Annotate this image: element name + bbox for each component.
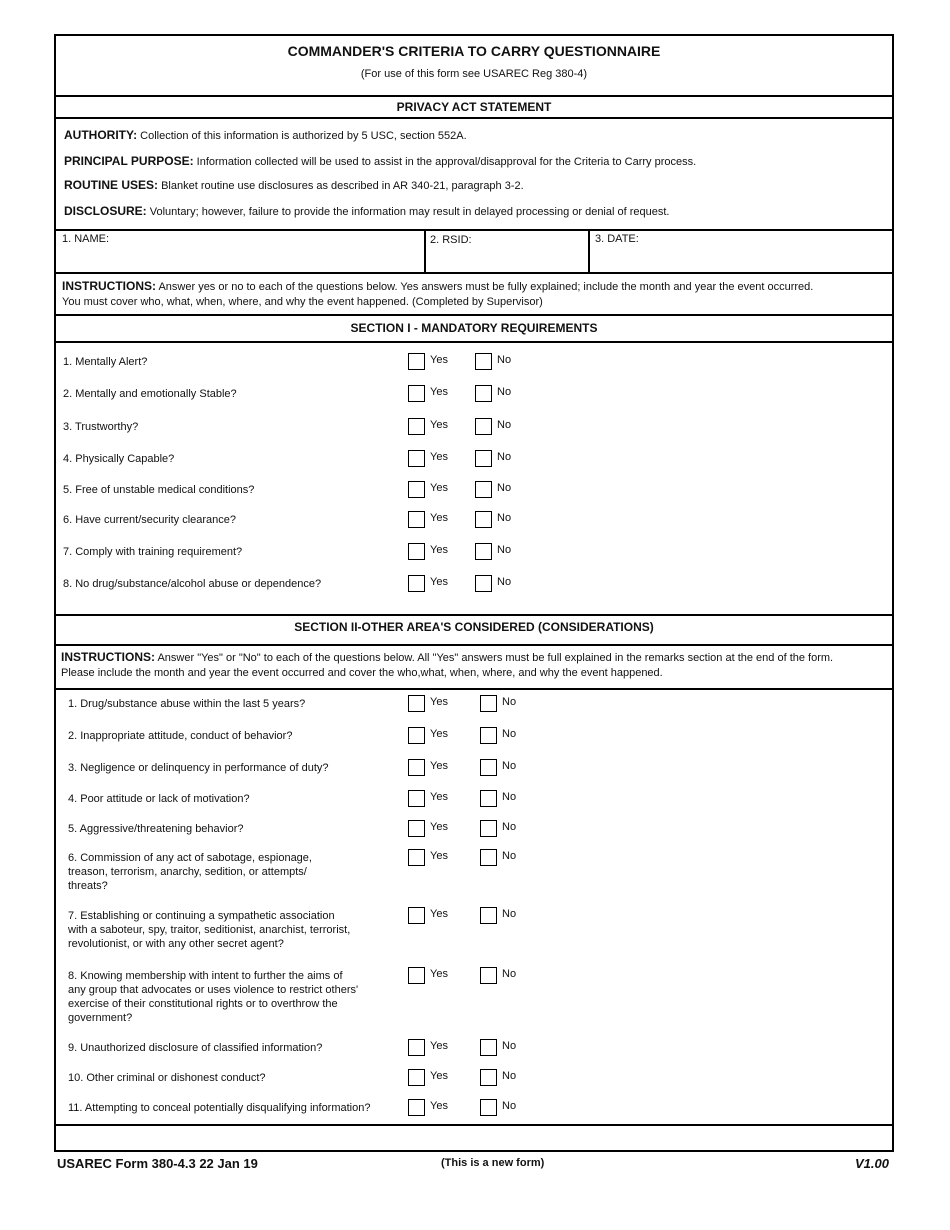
yes-checkbox[interactable] [408, 967, 425, 984]
no-checkbox[interactable] [480, 1069, 497, 1086]
question-line: with a saboteur, spy, traitor, seditionist, anarchist, terrorist, [68, 924, 351, 936]
disclosure-label: DISCLOSURE: [64, 204, 147, 218]
no-checkbox[interactable] [475, 450, 492, 467]
no-label: No [502, 760, 517, 772]
question-line: 6. Commission of any act of sabotage, espionage, [68, 852, 312, 864]
question-line: 3. Trustworthy? [63, 421, 139, 433]
question-text [63, 452, 174, 466]
yes-label: Yes [430, 482, 448, 494]
instructions2-line1: Answer "Yes" or "No" to each of the questions below. All "Yes" answers must be full explained in the remarks section at the end of the form. [157, 652, 834, 664]
yes-label: Yes [430, 419, 448, 431]
form-subtitle: (For use of this form see USAREC Reg 380-4) [360, 68, 588, 80]
no-checkbox[interactable] [480, 1099, 497, 1116]
question-text [63, 355, 147, 369]
routine-row [64, 178, 524, 192]
field-divider [424, 231, 426, 272]
yes-label: Yes [430, 354, 448, 366]
question-line: 3. Negligence or delinquency in performance of duty? [68, 762, 329, 774]
section2-heading: SECTION II-OTHER AREA'S CONSIDERED (CONSIDERATIONS) [294, 620, 654, 634]
question-text [68, 729, 292, 743]
yes-checkbox[interactable] [408, 907, 425, 924]
yes-label: Yes [430, 576, 448, 588]
question-text [68, 1041, 322, 1055]
no-label: No [502, 1100, 517, 1112]
purpose-text: Information collected will be used to assist in the approval/disapproval for the Criteria to Carry process. [196, 156, 697, 168]
question-line: 4. Poor attitude or lack of motivation? [68, 793, 250, 805]
question-text [63, 483, 254, 497]
rsid-field-label: 2. RSID: [430, 234, 472, 246]
no-label: No [502, 696, 517, 708]
yes-checkbox[interactable] [408, 1039, 425, 1056]
form-note: (This is a new form) [441, 1157, 545, 1169]
no-label: No [497, 482, 512, 494]
privacy-heading: PRIVACY ACT STATEMENT [396, 100, 552, 114]
no-label: No [502, 1040, 517, 1052]
no-checkbox[interactable] [475, 418, 492, 435]
yes-label: Yes [430, 728, 448, 740]
question-line: 6. Have current/security clearance? [63, 514, 237, 526]
question-line: 9. Unauthorized disclosure of classified information? [68, 1042, 323, 1054]
no-checkbox[interactable] [475, 543, 492, 560]
yes-checkbox[interactable] [408, 481, 425, 498]
no-label: No [497, 386, 512, 398]
question-line: 7. Establishing or continuing a sympathetic association [68, 910, 335, 922]
section1-heading: SECTION I - MANDATORY REQUIREMENTS [350, 321, 598, 335]
question-line: 5. Aggressive/threatening behavior? [68, 823, 244, 835]
no-checkbox[interactable] [480, 759, 497, 776]
instructions2-label: INSTRUCTIONS: [61, 650, 155, 664]
question-text [68, 822, 244, 836]
yes-checkbox[interactable] [408, 790, 425, 807]
divider [56, 95, 892, 97]
question-text [68, 761, 329, 775]
no-label: No [502, 728, 517, 740]
form-version: V1.00 [855, 1156, 889, 1171]
yes-label: Yes [430, 821, 448, 833]
form-title: COMMANDER'S CRITERIA TO CARRY QUESTIONNAIRE [287, 43, 661, 59]
yes-checkbox[interactable] [408, 353, 425, 370]
instructions2-line2: Please include the month and year the event occurred and cover the who,what, when, where, and why the event happened. [61, 667, 663, 679]
question-line: any group that advocates or uses violence to restrict others' [68, 984, 359, 996]
question-text [68, 1101, 370, 1115]
yes-checkbox[interactable] [408, 727, 425, 744]
instructions-section1 [62, 279, 888, 310]
purpose-label: PRINCIPAL PURPOSE: [64, 154, 194, 168]
instructions-section2 [61, 650, 891, 681]
name-field[interactable] [56, 231, 424, 271]
no-label: No [497, 451, 512, 463]
yes-checkbox[interactable] [408, 1099, 425, 1116]
name-field-label: 1. NAME: [62, 233, 110, 245]
no-checkbox[interactable] [480, 727, 497, 744]
yes-label: Yes [430, 791, 448, 803]
instructions-line1: Answer yes or no to each of the questions below. Yes answers must be fully explained; include the month and year the event occurred. [158, 281, 814, 293]
no-checkbox[interactable] [480, 967, 497, 984]
no-checkbox[interactable] [480, 1039, 497, 1056]
yes-checkbox[interactable] [408, 849, 425, 866]
yes-label: Yes [430, 850, 448, 862]
instructions-line2: You must cover who, what, when, where, and why the event happened. (Completed by Supervisor) [62, 296, 543, 308]
divider [56, 644, 892, 646]
question-line: 10. Other criminal or dishonest conduct? [68, 1072, 266, 1084]
no-label: No [497, 576, 512, 588]
question-text [63, 420, 138, 434]
question-line: 8. Knowing membership with intent to further the aims of [68, 970, 343, 982]
yes-label: Yes [430, 386, 448, 398]
no-checkbox[interactable] [480, 695, 497, 712]
yes-label: Yes [430, 1070, 448, 1082]
question-text [63, 513, 236, 527]
question-text [63, 545, 242, 559]
divider [56, 341, 892, 343]
form-frame [54, 34, 894, 1152]
question-line: 5. Free of unstable medical conditions? [63, 484, 255, 496]
no-checkbox[interactable] [475, 353, 492, 370]
question-line: 2. Mentally and emotionally Stable? [63, 388, 237, 400]
disclosure-text: Voluntary; however, failure to provide the information may result in delayed processing or denial of request. [149, 206, 670, 218]
divider [56, 272, 892, 274]
no-label: No [502, 968, 517, 980]
yes-checkbox[interactable] [408, 759, 425, 776]
divider [56, 314, 892, 316]
yes-checkbox[interactable] [408, 543, 425, 560]
yes-label: Yes [430, 512, 448, 524]
yes-label: Yes [430, 696, 448, 708]
question-line: 2. Inappropriate attitude, conduct of behavior? [68, 730, 293, 742]
date-field-label: 3. DATE: [595, 233, 639, 245]
yes-label: Yes [430, 968, 448, 980]
no-checkbox[interactable] [480, 907, 497, 924]
authority-row [64, 128, 467, 142]
form-id: USAREC Form 380-4.3 22 Jan 19 [57, 1156, 258, 1171]
question-line: revolutionist, or with any other secret agent? [68, 938, 284, 950]
field-divider [588, 231, 590, 272]
yes-label: Yes [430, 544, 448, 556]
question-line: 1. Mentally Alert? [63, 356, 148, 368]
instructions-label: INSTRUCTIONS: [62, 279, 156, 293]
divider [56, 117, 892, 119]
authority-text: Collection of this information is authorized by 5 USC, section 552A. [140, 130, 467, 142]
yes-label: Yes [430, 760, 448, 772]
yes-checkbox[interactable] [408, 511, 425, 528]
question-line: government? [68, 1012, 133, 1024]
question-text [68, 969, 358, 1025]
no-label: No [502, 1070, 517, 1082]
divider [56, 688, 892, 690]
question-line: 7. Comply with training requirement? [63, 546, 243, 558]
authority-label: AUTHORITY: [64, 128, 138, 142]
no-label: No [502, 850, 517, 862]
no-label: No [502, 821, 517, 833]
no-label: No [497, 512, 512, 524]
yes-label: Yes [430, 1040, 448, 1052]
no-label: No [497, 419, 512, 431]
question-line: threats? [68, 880, 108, 892]
no-checkbox[interactable] [480, 849, 497, 866]
yes-checkbox[interactable] [408, 1069, 425, 1086]
no-checkbox[interactable] [475, 385, 492, 402]
no-label: No [497, 354, 512, 366]
yes-checkbox[interactable] [408, 575, 425, 592]
purpose-row [64, 154, 696, 168]
no-label: No [497, 544, 512, 556]
yes-checkbox[interactable] [408, 450, 425, 467]
yes-label: Yes [430, 1100, 448, 1112]
question-text [68, 851, 312, 893]
question-line: 8. No drug/substance/alcohol abuse or dependence? [63, 578, 322, 590]
yes-checkbox[interactable] [408, 385, 425, 402]
question-text [68, 1071, 266, 1085]
disclosure-row [64, 204, 669, 218]
yes-label: Yes [430, 908, 448, 920]
no-checkbox[interactable] [480, 790, 497, 807]
divider [56, 614, 892, 616]
routine-text: Blanket routine use disclosures as described in AR 340-21, paragraph 3-2. [161, 180, 524, 192]
no-label: No [502, 791, 517, 803]
question-line: treason, terrorism, anarchy, sedition, or attempts/ [68, 866, 307, 878]
question-text [68, 697, 305, 711]
question-line: 11. Attempting to conceal potentially disqualifying information? [68, 1102, 371, 1114]
no-checkbox[interactable] [475, 511, 492, 528]
question-line: exercise of their constitutional rights or to overthrow the [68, 998, 338, 1010]
routine-label: ROUTINE USES: [64, 178, 159, 192]
question-text [68, 792, 250, 806]
question-text [63, 387, 237, 401]
yes-checkbox[interactable] [408, 820, 425, 837]
question-text [68, 909, 350, 951]
question-line: 1. Drug/substance abuse within the last 5 years? [68, 698, 306, 710]
yes-checkbox[interactable] [408, 418, 425, 435]
no-checkbox[interactable] [480, 820, 497, 837]
yes-checkbox[interactable] [408, 695, 425, 712]
no-label: No [502, 908, 517, 920]
divider [56, 1124, 892, 1126]
question-text [63, 577, 321, 591]
question-line: 4. Physically Capable? [63, 453, 175, 465]
no-checkbox[interactable] [475, 575, 492, 592]
no-checkbox[interactable] [475, 481, 492, 498]
yes-label: Yes [430, 451, 448, 463]
